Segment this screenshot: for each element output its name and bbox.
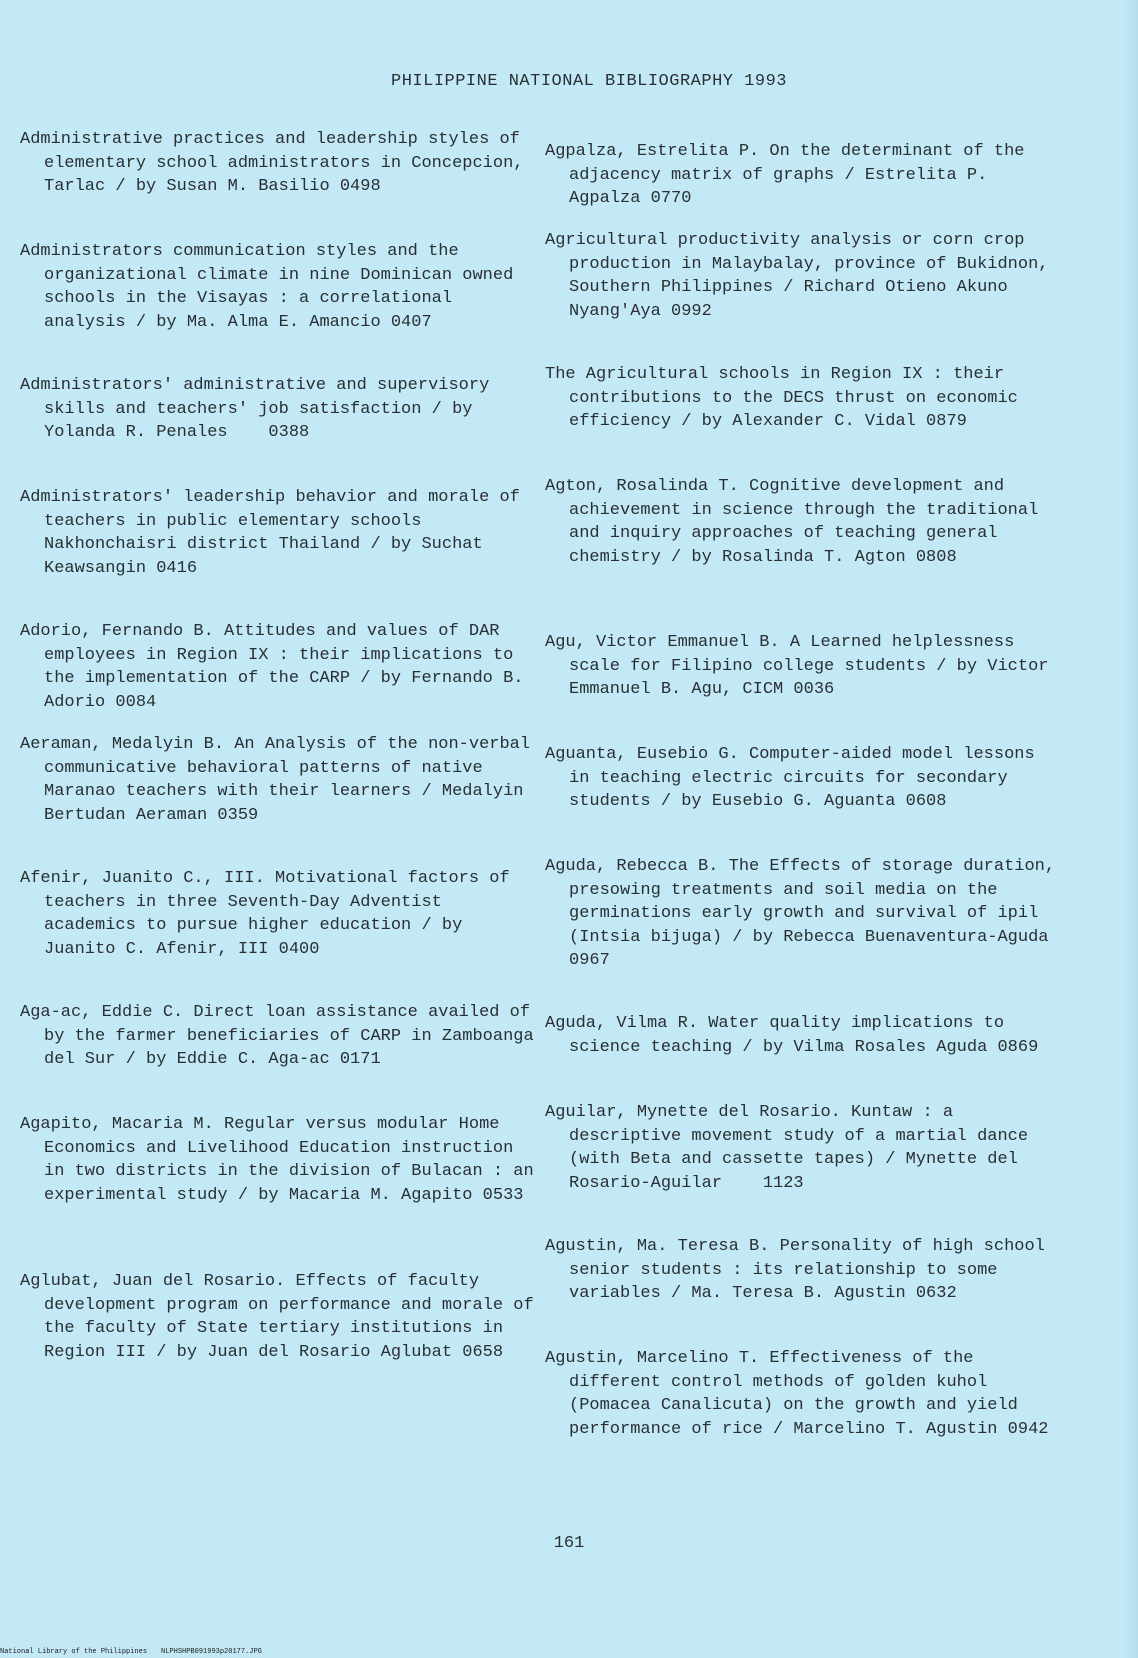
page-header: PHILIPPINE NATIONAL BIBLIOGRAPHY 1993 <box>391 72 787 91</box>
bibliography-entry: Aguda, Rebecca B. The Effects of storage duration, presowing treatments and soil media on the germinations early growth and survival of ipil (Intsia bijuga) / by Rebecca Buenaventura-Aguda 0967 <box>545 857 1066 970</box>
page-number: 161 <box>553 1534 585 1553</box>
bibliography-entry: Aguilar, Mynette del Rosario. Kuntaw : a descriptive movement study of a martial dance (with Beta and cassette tapes) / Mynette del Rosario-Aguilar 1123 <box>545 1103 1039 1193</box>
bibliography-entry: Administrators communication styles and the organizational climate in nine Dominican owned schools in the Visayas : a correlational analysis / by Ma. Alma E. Amancio 0407 <box>20 242 524 332</box>
bibliography-entry: Aglubat, Juan del Rosario. Effects of faculty development program on performance and morale of the faculty of State tertiary institutions in Region III / by Juan del Rosario Aglubat 0658 <box>20 1272 544 1362</box>
bibliography-entry: Agustin, Marcelino T. Effectiveness of the different control methods of golden kuhol (Pomacea Canalicuta) on the growth and yield performance of rice / Marcelino T. Agustin 0942 <box>545 1349 1049 1439</box>
bibliography-entry: Aguda, Vilma R. Water quality implications to science teaching / by Vilma Rosales Aguda 0869 <box>545 1014 1039 1057</box>
bibliography-entry: Administrators' leadership behavior and morale of teachers in public elementary schools Nakhonchaisri district Thailand / by Suchat Keawsangin 0416 <box>20 488 531 578</box>
bibliography-entry: Agapito, Macaria M. Regular versus modular Home Economics and Livelihood Education instruction in two districts in the division of Bulacan : an experimental study / by Macaria M. Agapito 0533 <box>20 1115 544 1205</box>
bibliography-entry: Agu, Victor Emmanuel B. A Learned helplessness scale for Filipino college students / by Victor Emmanuel B. Agu, CICM 0036 <box>545 633 1059 699</box>
bibliography-entry: Agton, Rosalinda T. Cognitive development and achievement in science through the traditional and inquiry approaches of teaching general chemistry / by Rosalinda T. Agton 0808 <box>545 477 1049 567</box>
bibliography-entry: Agustin, Ma. Teresa B. Personality of high school senior students : its relationship to some variables / Ma. Teresa B. Agustin 0632 <box>545 1237 1056 1303</box>
bibliography-entry: Agpalza, Estrelita P. On the determinant of the adjacency matrix of graphs / Estrelita P. Agpalza 0770 <box>545 142 1035 208</box>
bibliography-entry: Administrators' administrative and supervisory skills and teachers' job satisfaction / by Yolanda R. Penales 0388 <box>20 376 500 442</box>
scan-footer <box>0 1648 276 1656</box>
bibliography-entry: The Agricultural schools in Region IX : their contributions to the DECS thrust on economic efficiency / by Alexander C. Vidal 0879 <box>545 365 1029 431</box>
bibliography-entry: Adorio, Fernando B. Attitudes and values of DAR employees in Region IX : their implications to the implementation of the CARP / by Fernando B. Adorio 0084 <box>20 622 534 712</box>
scan-edge-shadow <box>1122 0 1138 1658</box>
bibliography-entry: Aeraman, Medalyin B. An Analysis of the non-verbal communicative behavioral patterns of native Maranao teachers with their learners / Medalyin Bertudan Aeraman 0359 <box>20 735 541 825</box>
footer-file: NLPHSHPB091993p20177.JPG <box>161 1648 262 1656</box>
bibliography-entry: Administrative practices and leadership styles of elementary school administrators in Concepcion, Tarlac / by Susan M. Basilio 0498 <box>20 130 534 196</box>
footer-library: National Library of the Philippines <box>0 1648 148 1656</box>
bibliography-entry: Aga-ac, Eddie C. Direct loan assistance availed of by the farmer beneficiaries of CARP in Zamboanga del Sur / by Eddie C. Aga-ac 0171 <box>20 1003 544 1069</box>
bibliography-entry: Afenir, Juanito C., III. Motivational factors of teachers in three Seventh-Day Adventist academics to pursue higher education / by Juanito C. Afenir, III 0400 <box>20 869 520 959</box>
bibliography-entry: Aguanta, Eusebio G. Computer-aided model lessons in teaching electric circuits for secondary students / by Eusebio G. Aguanta 0608 <box>545 745 1045 811</box>
bibliography-entry: Agricultural productivity analysis or corn crop production in Malaybalay, province of Bukidnon, Southern Philippines / Richard Otieno Akuno Nyang'Aya 0992 <box>545 231 1059 321</box>
